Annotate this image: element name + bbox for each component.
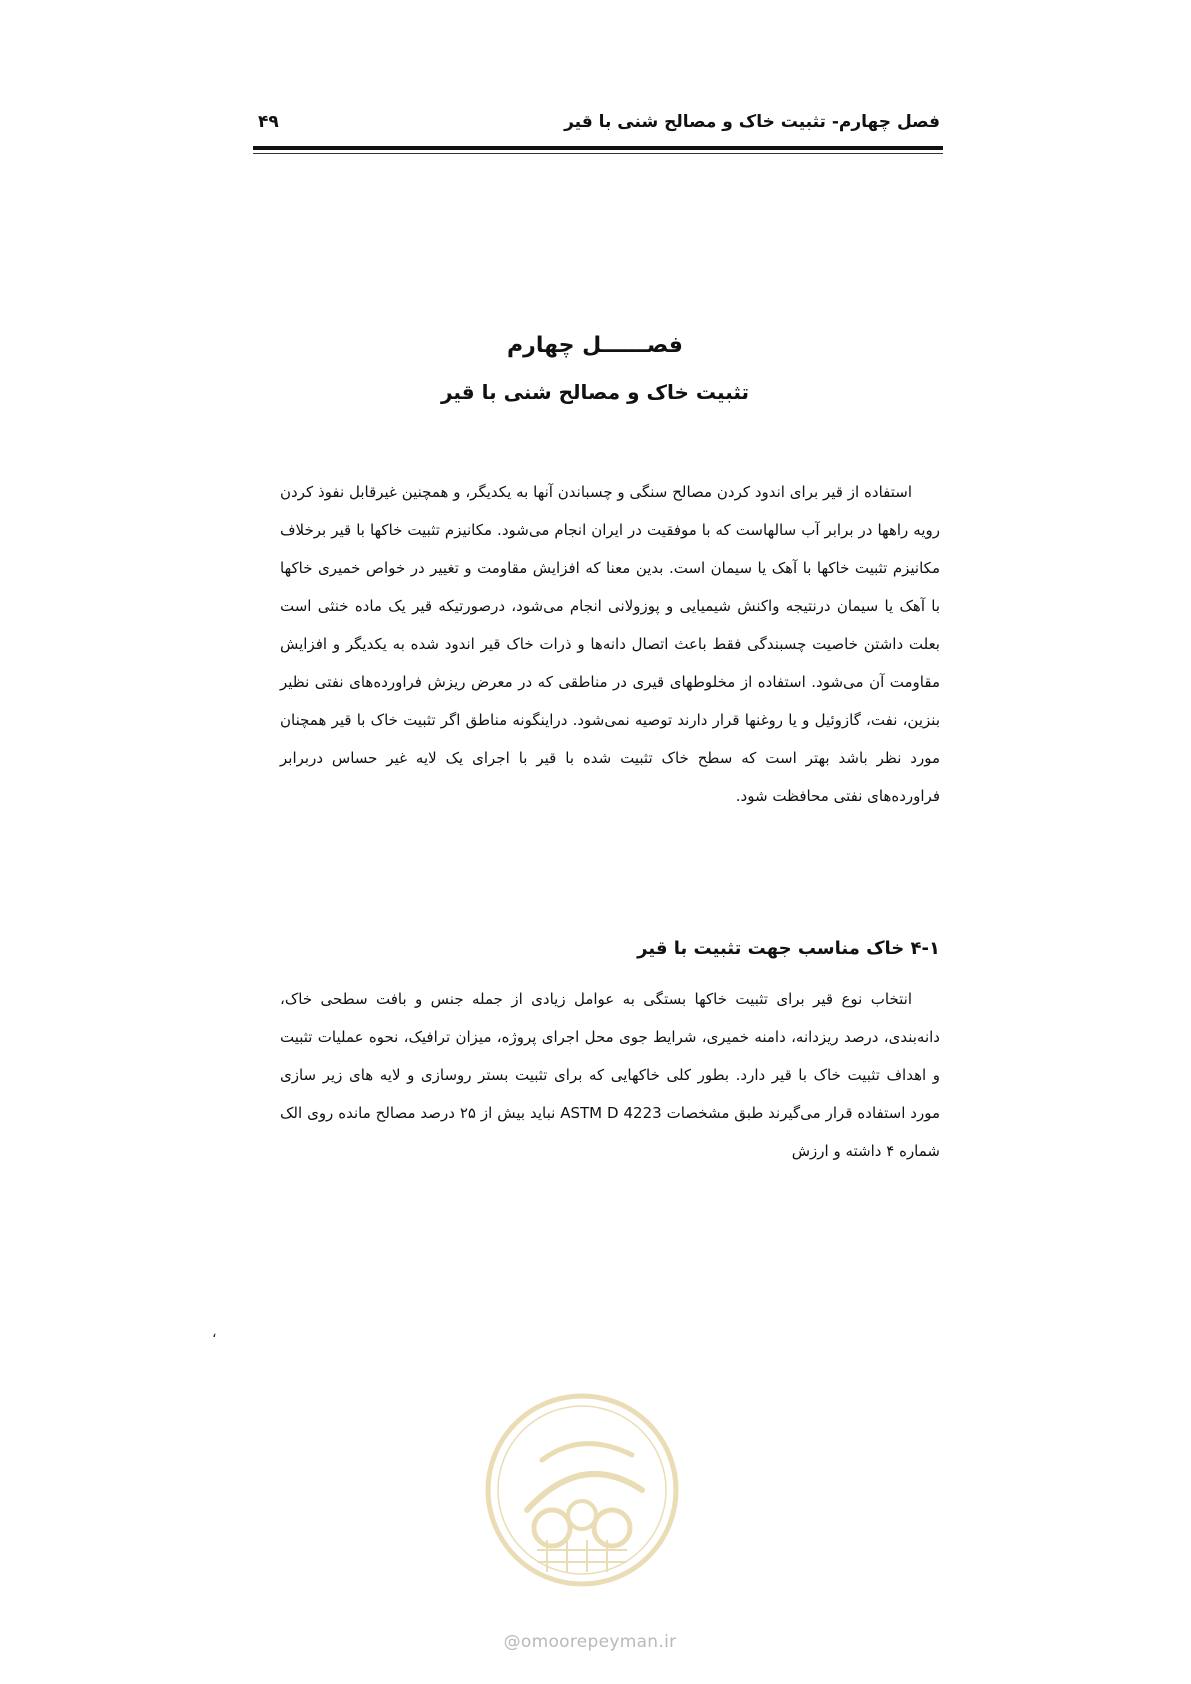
chapter-title: فصــــــل چهارم bbox=[507, 333, 683, 358]
header-rule bbox=[253, 146, 943, 150]
section-heading: ۴-۱ خاک مناسب جهت تثبیت با قیر bbox=[637, 938, 940, 959]
running-header bbox=[250, 112, 940, 142]
running-header-title: فصل چهارم- تثبیت خاک و مصالح شنی با قیر bbox=[564, 112, 940, 132]
body-paragraph-2-text: انتخاب نوع قیر برای تثبیت خاکها بستگی به عوامل زیادی از جمله جنس و بافت سطحی خاک، دانه‌بندی، درصد ریزدانه، دامنه خمیری، شرایط جوی محل اجرای پروژه، میزان ترافیک، نحوه عملیات تثبیت و اهداف تثبیت خاک با قیر دارد. بطور کلی خاکهایی که برای تثبیت بستر روسازی و لایه های زیر سازی مورد استفاده قرار می‌گیرند طبق مشخصات ASTM D 4223 نباید بیش از ۲۵ درصد مصالح مانده روی الک شماره ۴ داشته و ارزش bbox=[280, 990, 940, 1160]
page-number: ۴۹ bbox=[258, 112, 279, 132]
stray-mark: ، bbox=[212, 1325, 217, 1341]
body-paragraph-1-text: استفاده از قیر برای اندود کردن مصالح سنگی و چسباندن آنها به یکدیگر، و همچنین غیرقابل نفوذ کردن رویه راهها در برابر آب سالهاست که با موفقیت در ایران انجام می‌شود. مکانیزم تثبیت خاکها با قیر برخلاف مکانیزم تثبیت خاکها با آهک یا سیمان است. بدین معنا که افزایش مقاومت و تغییر در خواص خمیری خاکها با آهک یا سیمان درنتیجه واکنش شیمیایی و پوزولانی انجام می‌شود، درصورتیکه قیر یک ماده خنثی است بعلت داشتن خاصیت چسبندگی فقط باعث اتصال دانه‌ها و ذرات خاک قیر اندود شده به یکدیگر و افزایش مقاومت آن می‌شود. استفاده از مخلوطهای قیری در مناطقی که در معرض ریزش فراورده‌های نفتی نظیر بنزین، نفت، گازوئیل و یا روغنها قرار دارند توصیه نمی‌شود. دراینگونه مناطق اگر تثبیت خاک با قیر همچنان مورد نظر باشد بهتر است که سطح خاک تثبیت شده با قیر با اجرای یک لایه غیر حساس دربرابر فراورده‌های نفتی محافظت شود. bbox=[280, 483, 940, 805]
body-paragraph-1 bbox=[280, 473, 940, 815]
watermark-url: @omoorepeyman.ir bbox=[503, 1632, 677, 1652]
chapter-subtitle: تثبیت خاک و مصالح شنی با قیر bbox=[440, 380, 750, 404]
header-rule-thin bbox=[253, 153, 943, 154]
body-paragraph-2 bbox=[280, 980, 940, 1170]
watermark-seal-icon bbox=[482, 1390, 682, 1590]
